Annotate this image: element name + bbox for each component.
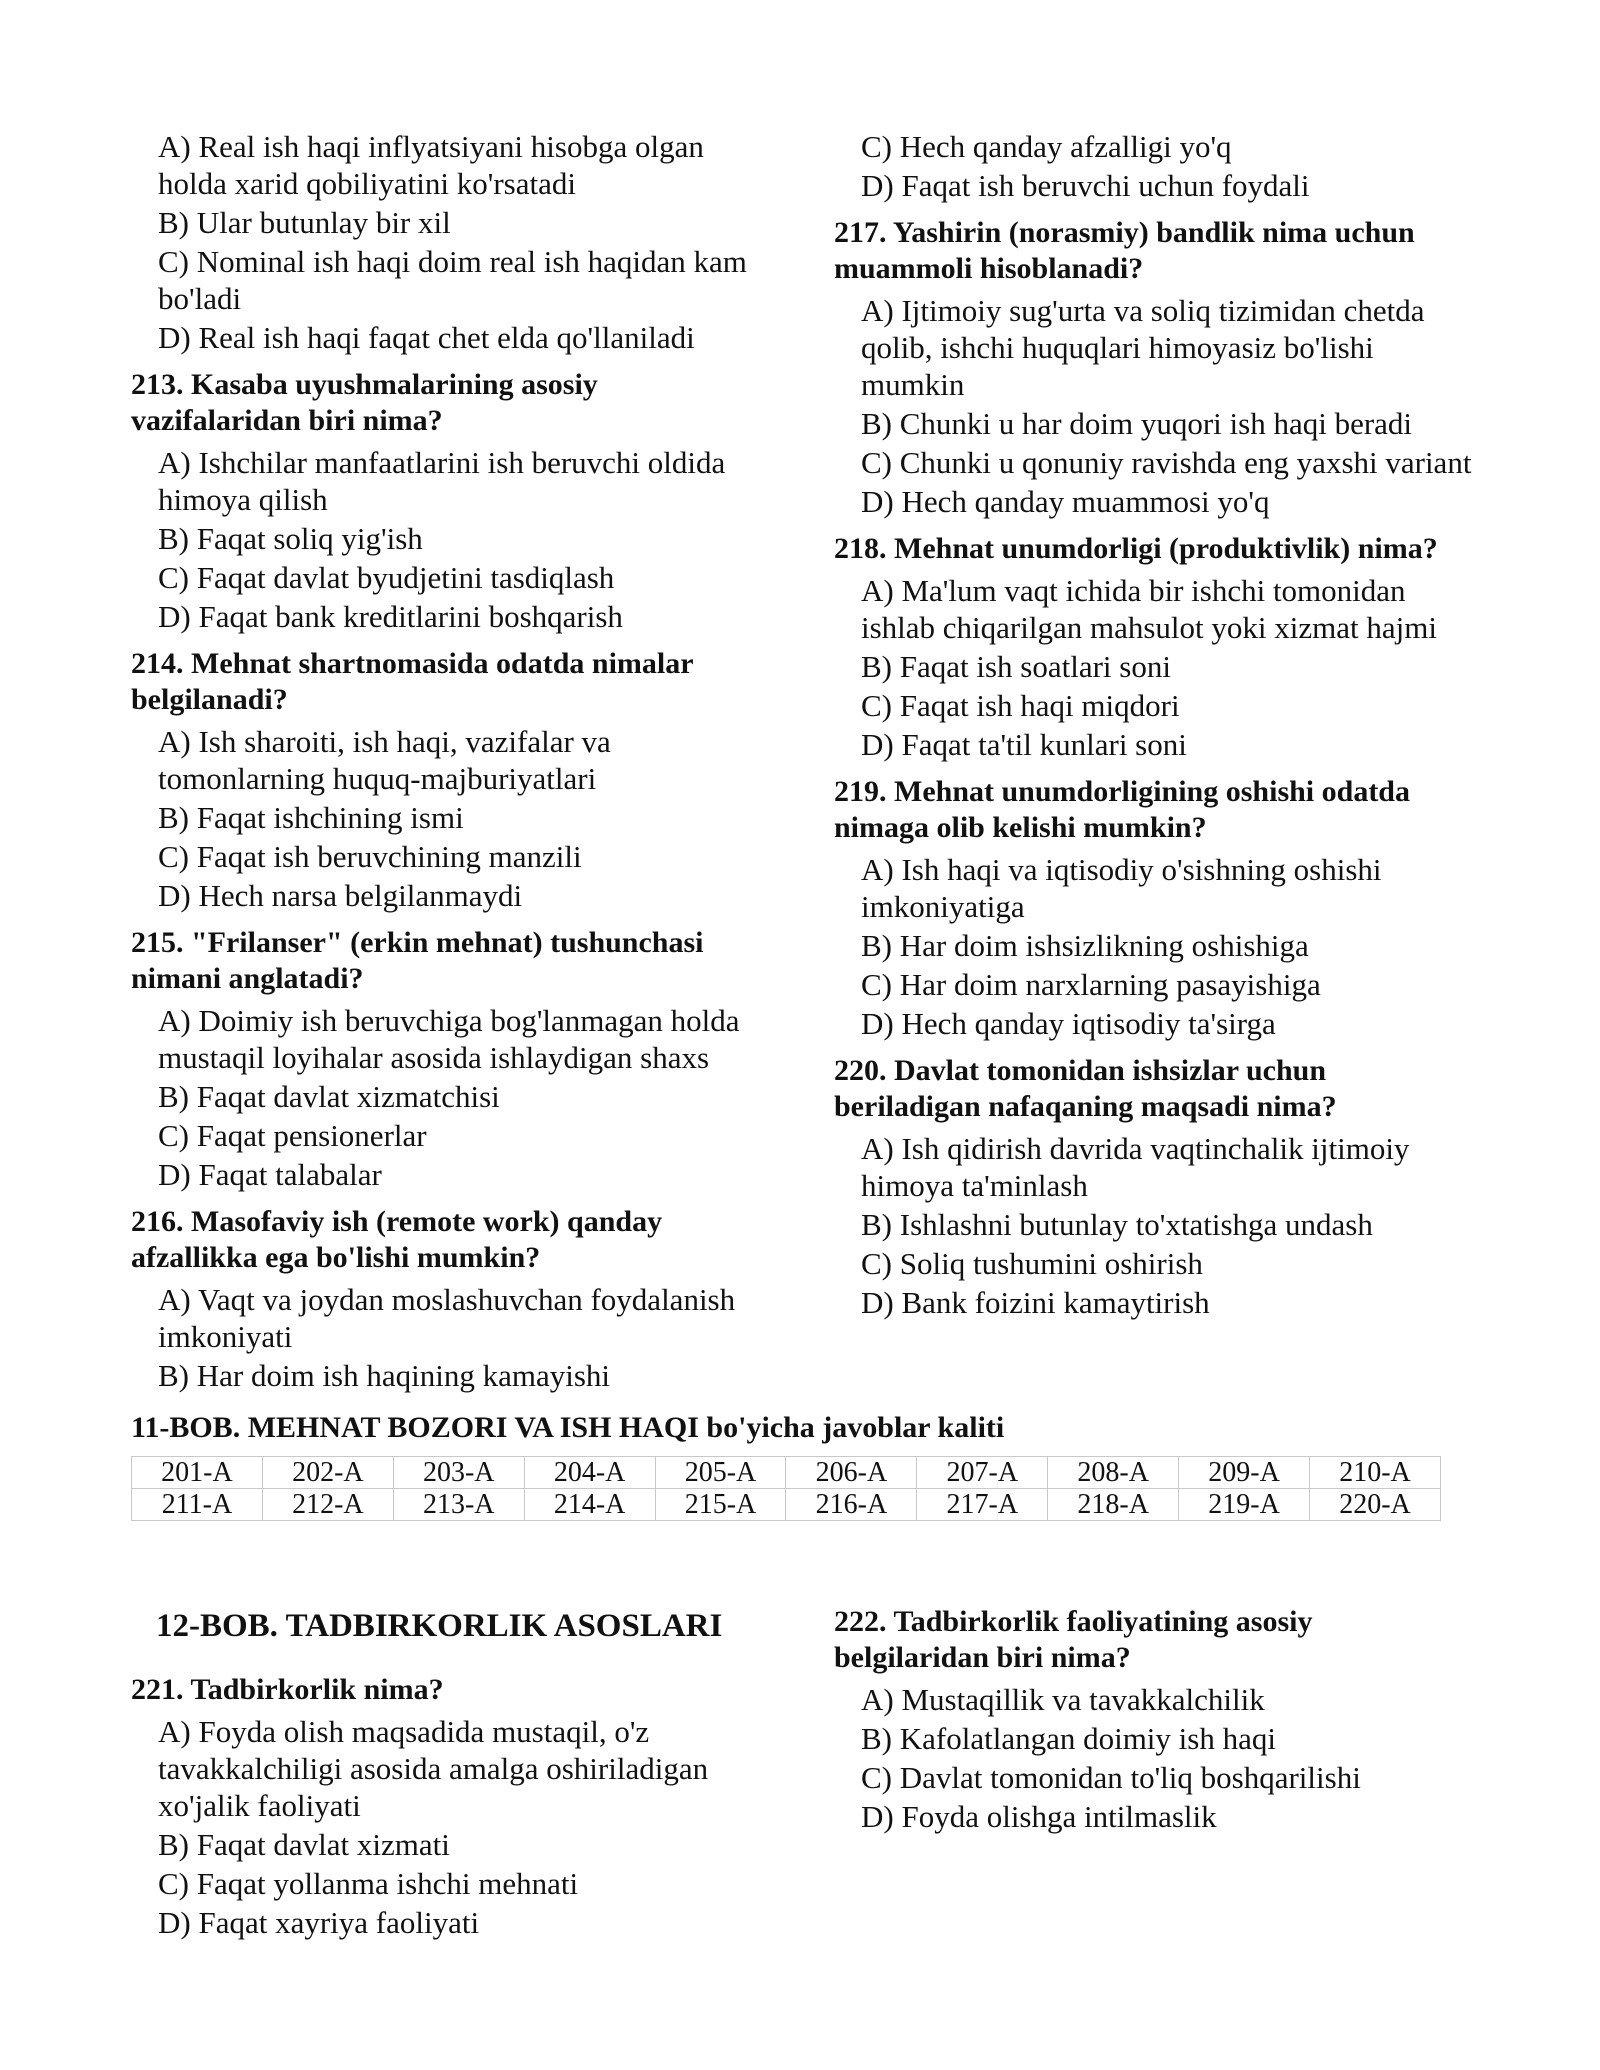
option-219-b: B) Har doim ishsizlikning oshishiga: [861, 928, 1309, 963]
table-row: [132, 1489, 1441, 1521]
question-215: 215. "Frilanser" (erkin mehnat) tushunchasi nimani anglatadi?: [131, 926, 704, 995]
table-cell: 212-A: [262, 1489, 393, 1521]
option-220-c: C) Soliq tushumini oshirish: [861, 1246, 1203, 1281]
table-cell: 201-A: [132, 1457, 263, 1489]
table-cell: 209-A: [1179, 1457, 1310, 1489]
question-220: 220. Davlat tomonidan ishsizlar uchun beriladigan nafaqaning maqsadi nima?: [834, 1054, 1337, 1123]
option-216-d: D) Faqat ish beruvchi uchun foydali: [861, 168, 1310, 203]
right-column: [834, 128, 1474, 1323]
table-cell: 202-A: [262, 1457, 393, 1489]
option-214-c: C) Faqat ish beruvchining manzili: [158, 839, 582, 874]
option-213-d: D) Faqat bank kreditlarini boshqarish: [158, 599, 623, 634]
option-216-c: C) Hech qanday afzalligi yo'q: [861, 129, 1232, 164]
option-219-a: A) Ish haqi va iqtisodiy o'sishning oshishi imkoniyatiga: [861, 852, 1382, 924]
question-221: 221. Tadbirkorlik nima?: [131, 1673, 444, 1706]
option-216-b: B) Har doim ish haqining kamayishi: [158, 1358, 611, 1393]
option-220-b: B) Ishlashni butunlay to'xtatishga undash: [861, 1207, 1373, 1242]
option-219-d: D) Hech qanday iqtisodiy ta'sirga: [861, 1006, 1276, 1041]
question-217: 217. Yashirin (norasmiy) bandlik nima uchun muammoli hisoblanadi?: [834, 216, 1415, 285]
option-218-b: B) Faqat ish soatlari soni: [861, 649, 1171, 684]
chapter-title: 12-BOB. TADBIRKORLIK ASOSLARI: [156, 1608, 723, 1644]
table-cell: 217-A: [917, 1489, 1048, 1521]
table-cell: 206-A: [786, 1457, 917, 1489]
table-cell: 218-A: [1048, 1489, 1179, 1521]
table-cell: 213-A: [393, 1489, 524, 1521]
option-217-b: B) Chunki u har doim yuqori ish haqi beradi: [861, 406, 1413, 441]
option-222-b: B) Kafolatlangan doimiy ish haqi: [861, 1721, 1276, 1756]
table-cell: 215-A: [655, 1489, 786, 1521]
table-cell: 210-A: [1310, 1457, 1441, 1489]
option-213-a: A) Ishchilar manfaatlarini ish beruvchi oldida himoya qilish: [158, 445, 726, 517]
option-222-d: D) Foyda olishga intilmaslik: [861, 1799, 1217, 1834]
option-221-a: A) Foyda olish maqsadida mustaqil, o'z tavakkalchiligi asosida amalga oshiriladigan xo'jalik faoliyati: [158, 1714, 709, 1823]
option-216-a: A) Vaqt va joydan moslashuvchan foydalanish imkoniyati: [158, 1282, 736, 1354]
chapter12-left-column: [131, 1606, 771, 1943]
question-213: 213. Kasaba uyushmalarining asosiy vazifalaridan biri nima?: [131, 368, 598, 437]
answer-key-section: [131, 1410, 1441, 1521]
option-215-c: C) Faqat pensionerlar: [158, 1118, 427, 1153]
option-218-d: D) Faqat ta'til kunlari soni: [861, 727, 1187, 762]
option-212-c: C) Nominal ish haqi doim real ish haqidan kam bo'ladi: [158, 244, 747, 316]
option-215-a: A) Doimiy ish beruvchiga bog'lanmagan holda mustaqil loyihalar asosida ishlaydigan shaxs: [158, 1003, 740, 1075]
option-213-c: C) Faqat davlat byudjetini tasdiqlash: [158, 560, 615, 595]
answer-key-table: [131, 1456, 1441, 1521]
question-214: 214. Mehnat shartnomasida odatda nimalar belgilanadi?: [131, 647, 694, 716]
question-222: 222. Tadbirkorlik faoliyatining asosiy belgilaridan biri nima?: [834, 1605, 1313, 1674]
answer-key-title: 11-BOB. MEHNAT BOZORI VA ISH HAQI bo'yicha javoblar kaliti: [131, 1411, 1005, 1444]
table-cell: 204-A: [524, 1457, 655, 1489]
option-218-a: A) Ma'lum vaqt ichida bir ishchi tomonidan ishlab chiqarilgan mahsulot yoki xizmat hajmi: [861, 573, 1437, 645]
chapter12-right-column: [834, 1604, 1474, 1837]
option-221-b: B) Faqat davlat xizmati: [158, 1827, 450, 1862]
option-221-d: D) Faqat xayriya faoliyati: [158, 1905, 480, 1940]
option-215-d: D) Faqat talabalar: [158, 1157, 382, 1192]
table-row: [132, 1457, 1441, 1489]
option-220-a: A) Ish qidirish davrida vaqtinchalik ijtimoiy himoya ta'minlash: [861, 1131, 1410, 1203]
question-219: 219. Mehnat unumdorligining oshishi odatda nimaga olib kelishi mumkin?: [834, 775, 1410, 844]
question-218: 218. Mehnat unumdorligi (produktivlik) nima?: [834, 532, 1438, 565]
table-cell: 219-A: [1179, 1489, 1310, 1521]
option-217-a: A) Ijtimoiy sug'urta va soliq tizimidan chetda qolib, ishchi huquqlari himoyasiz bo'lishi mumkin: [861, 293, 1425, 402]
option-214-d: D) Hech narsa belgilanmaydi: [158, 878, 523, 913]
option-222-a: A) Mustaqillik va tavakkalchilik: [861, 1682, 1265, 1717]
option-220-d: D) Bank foizini kamaytirish: [861, 1285, 1210, 1320]
table-cell: 216-A: [786, 1489, 917, 1521]
option-217-c: C) Chunki u qonuniy ravishda eng yaxshi variant: [861, 445, 1472, 480]
option-222-c: C) Davlat tomonidan to'liq boshqarilishi: [861, 1760, 1361, 1795]
option-214-a: A) Ish sharoiti, ish haqi, vazifalar va tomonlarning huquq-majburiyatlari: [158, 724, 611, 796]
left-column: [131, 128, 771, 1396]
option-212-d: D) Real ish haqi faqat chet elda qo'llaniladi: [158, 320, 695, 355]
table-cell: 214-A: [524, 1489, 655, 1521]
option-221-c: C) Faqat yollanma ishchi mehnati: [158, 1866, 579, 1901]
option-213-b: B) Faqat soliq yig'ish: [158, 521, 423, 556]
table-cell: 203-A: [393, 1457, 524, 1489]
option-214-b: B) Faqat ishchining ismi: [158, 800, 464, 835]
option-215-b: B) Faqat davlat xizmatchisi: [158, 1079, 500, 1114]
question-216: 216. Masofaviy ish (remote work) qanday afzallikka ega bo'lishi mumkin?: [131, 1205, 663, 1274]
table-cell: 211-A: [132, 1489, 263, 1521]
table-cell: 220-A: [1310, 1489, 1441, 1521]
table-cell: 208-A: [1048, 1457, 1179, 1489]
option-217-d: D) Hech qanday muammosi yo'q: [861, 484, 1270, 519]
option-219-c: C) Har doim narxlarning pasayishiga: [861, 967, 1321, 1002]
option-212-a: A) Real ish haqi inflyatsiyani hisobga olgan holda xarid qobiliyatini ko'rsatadi: [158, 129, 704, 201]
table-cell: 207-A: [917, 1457, 1048, 1489]
option-218-c: C) Faqat ish haqi miqdori: [861, 688, 1180, 723]
option-212-b: B) Ular butunlay bir xil: [158, 205, 451, 240]
table-cell: 205-A: [655, 1457, 786, 1489]
